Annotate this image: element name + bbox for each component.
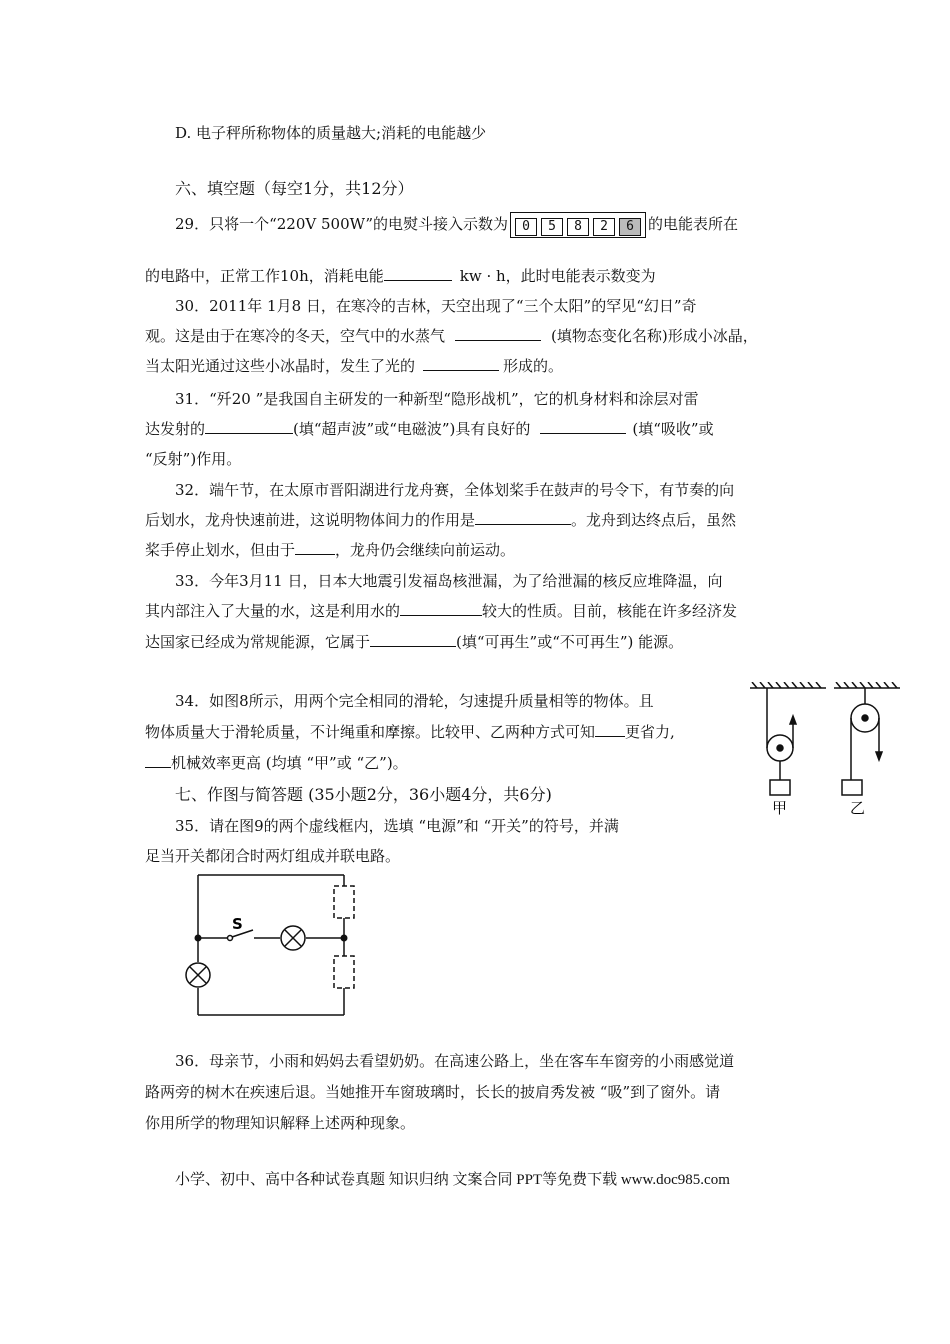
q32-line3 bbox=[145, 539, 515, 561]
q29-text-a: 29．只将一个“220V 500W”的电熨斗接入示数为 bbox=[175, 215, 508, 233]
q28-option-d: D. 电子秤所称物体的质量越大;消耗的电能越少 bbox=[175, 124, 487, 142]
q32-text-c: 桨手停止划水，但由于 bbox=[145, 541, 296, 559]
junction-dot-left bbox=[195, 935, 202, 942]
q33-text-a: 其内部注入了大量的水，这是利用水的 bbox=[145, 602, 401, 620]
q32-line1: 32．端午节，在太原市晋阳湖进行龙舟赛，全体划桨手在鼓声的号令下，有节奏的向 bbox=[175, 481, 735, 499]
lamp-left bbox=[186, 963, 210, 987]
q34-text-a: 物体质量大于滑轮质量，不计绳重和摩擦。比较甲、乙两种方式可知 bbox=[145, 723, 596, 741]
q33-text-c: 达国家已经成为常规能源，它属于 bbox=[145, 633, 371, 651]
ceiling-left bbox=[750, 682, 826, 688]
answer-blank[interactable] bbox=[475, 509, 571, 525]
q36-line2: 路两旁的树木在疾速后退。当她推开车窗玻璃时，长长的披肩秀发被 “吸”到了窗外。请 bbox=[145, 1083, 721, 1101]
answer-blank[interactable] bbox=[295, 539, 335, 555]
q32-line2 bbox=[145, 509, 736, 531]
meter-digit-decimal: 6 bbox=[619, 218, 641, 236]
q31-text-c: (填“吸收”或 bbox=[632, 420, 714, 438]
q30-text-c: 当太阳光通过这些小冰晶时，发生了光的 bbox=[145, 357, 416, 375]
q29-text-c: 的电路中，正常工作10h，消耗电能 bbox=[145, 267, 384, 285]
q32-text-b: 。龙舟到达终点后，虽然 bbox=[571, 511, 737, 529]
answer-blank[interactable] bbox=[370, 631, 456, 647]
q35-line1: 35．请在图9的两个虚线框内，选填 “电源”和 “开关”的符号，并满 bbox=[175, 817, 619, 835]
pulley-figure bbox=[742, 682, 912, 818]
q30-text-d: 形成的。 bbox=[503, 357, 564, 375]
footer-text: 小学、初中、高中各种试卷真题 知识归纳 文案合同 PPT等免费下载 www.doc985.com bbox=[175, 1172, 730, 1188]
q31-line1: 31．“歼20 ”是我国自主研发的一种新型“隐形战机”，它的机身材料和涂层对雷 bbox=[175, 390, 699, 408]
q36-line3: 你用所学的物理知识解释上述两种现象。 bbox=[145, 1114, 416, 1132]
q30-line2 bbox=[145, 325, 758, 347]
meter-display bbox=[510, 212, 646, 238]
q33-line1: 33．今年3月11 日，日本大地震引发福岛核泄漏，为了给泄漏的核反应堆降温，向 bbox=[175, 572, 723, 590]
meter-digit: 0 bbox=[515, 218, 537, 236]
q31-line2 bbox=[145, 418, 714, 440]
lamp-right bbox=[281, 926, 305, 950]
q30-line1: 30．2011年 1月8 日，在寒冷的吉林，天空出现了“三个太阳”的罕见“幻日”奇 bbox=[175, 297, 697, 315]
q29-text-d: kw · h，此时电能表示数变为 bbox=[459, 267, 656, 285]
dashed-box-bottom[interactable] bbox=[334, 956, 354, 988]
q29-line1 bbox=[175, 212, 738, 238]
junction-dot-right bbox=[341, 935, 348, 942]
answer-blank[interactable] bbox=[455, 325, 541, 341]
switch-label: S bbox=[232, 915, 243, 933]
answer-blank[interactable] bbox=[595, 721, 625, 737]
q34-text-b: 更省力, bbox=[625, 723, 675, 741]
q34-line3 bbox=[145, 752, 408, 774]
q33-line2 bbox=[145, 600, 737, 622]
q31-line3: “反射”)作用。 bbox=[145, 450, 242, 468]
q32-text-a: 后划水，龙舟快速前进，这说明物体间力的作用是 bbox=[145, 511, 476, 529]
answer-blank[interactable] bbox=[384, 265, 452, 281]
answer-blank[interactable] bbox=[400, 600, 482, 616]
q33-line3 bbox=[145, 631, 683, 653]
ceiling-right bbox=[834, 682, 900, 688]
q33-text-b: 较大的性质。目前，核能在许多经济发 bbox=[482, 602, 738, 620]
q29-line2 bbox=[145, 265, 656, 287]
dashed-box-top[interactable] bbox=[334, 886, 354, 918]
answer-blank[interactable] bbox=[145, 752, 171, 768]
q33-text-d: (填“可再生”或“不可再生”) 能源。 bbox=[456, 633, 684, 651]
pulley-label-b: 乙 bbox=[850, 799, 866, 817]
pulley-label-a: 甲 bbox=[772, 799, 788, 817]
q32-text-d: ，龙舟仍会继续向前运动。 bbox=[335, 541, 516, 559]
q36-line1: 36．母亲节，小雨和妈妈去看望奶奶。在高速公路上，坐在客车车窗旁的小雨感觉道 bbox=[175, 1052, 735, 1070]
fixed-pulley-b bbox=[842, 688, 882, 795]
answer-blank[interactable] bbox=[205, 418, 293, 434]
q30-line3 bbox=[145, 355, 563, 377]
answer-blank[interactable] bbox=[540, 418, 626, 434]
section7-title: 七、作图与简答题 (35小题2分，36小题4分，共6分) bbox=[175, 785, 552, 804]
q31-text-a: 达发射的 bbox=[145, 420, 206, 438]
meter-digit: 5 bbox=[541, 218, 563, 236]
movable-pulley-a bbox=[767, 688, 796, 795]
meter-digit: 2 bbox=[593, 218, 615, 236]
answer-blank[interactable] bbox=[423, 355, 499, 371]
circuit-diagram bbox=[182, 870, 362, 1020]
q34-text-c: 机械效率更高 (均填 “甲”或 “乙”)。 bbox=[171, 754, 408, 772]
q34-line1: 34．如图8所示，用两个完全相同的滑轮，匀速提升质量相等的物体。且 bbox=[175, 692, 654, 710]
section6-title: 六、填空题（每空1分，共12分） bbox=[175, 179, 414, 198]
circuit-wires bbox=[198, 875, 344, 1015]
q30-text-b: (填物态变化名称)形成小冰晶， bbox=[551, 327, 758, 345]
q30-text-a: 观。这是由于在寒冷的冬天，空气中的水蒸气 bbox=[145, 327, 446, 345]
q31-text-b: (填“超声波”或“电磁波”)具有良好的 bbox=[293, 420, 531, 438]
q35-line2: 足当开关都闭合时两灯组成并联电路。 bbox=[145, 847, 401, 865]
q34-line2 bbox=[145, 721, 675, 743]
meter-digit: 8 bbox=[567, 218, 589, 236]
q29-text-b: 的电能表所在 bbox=[647, 215, 738, 233]
